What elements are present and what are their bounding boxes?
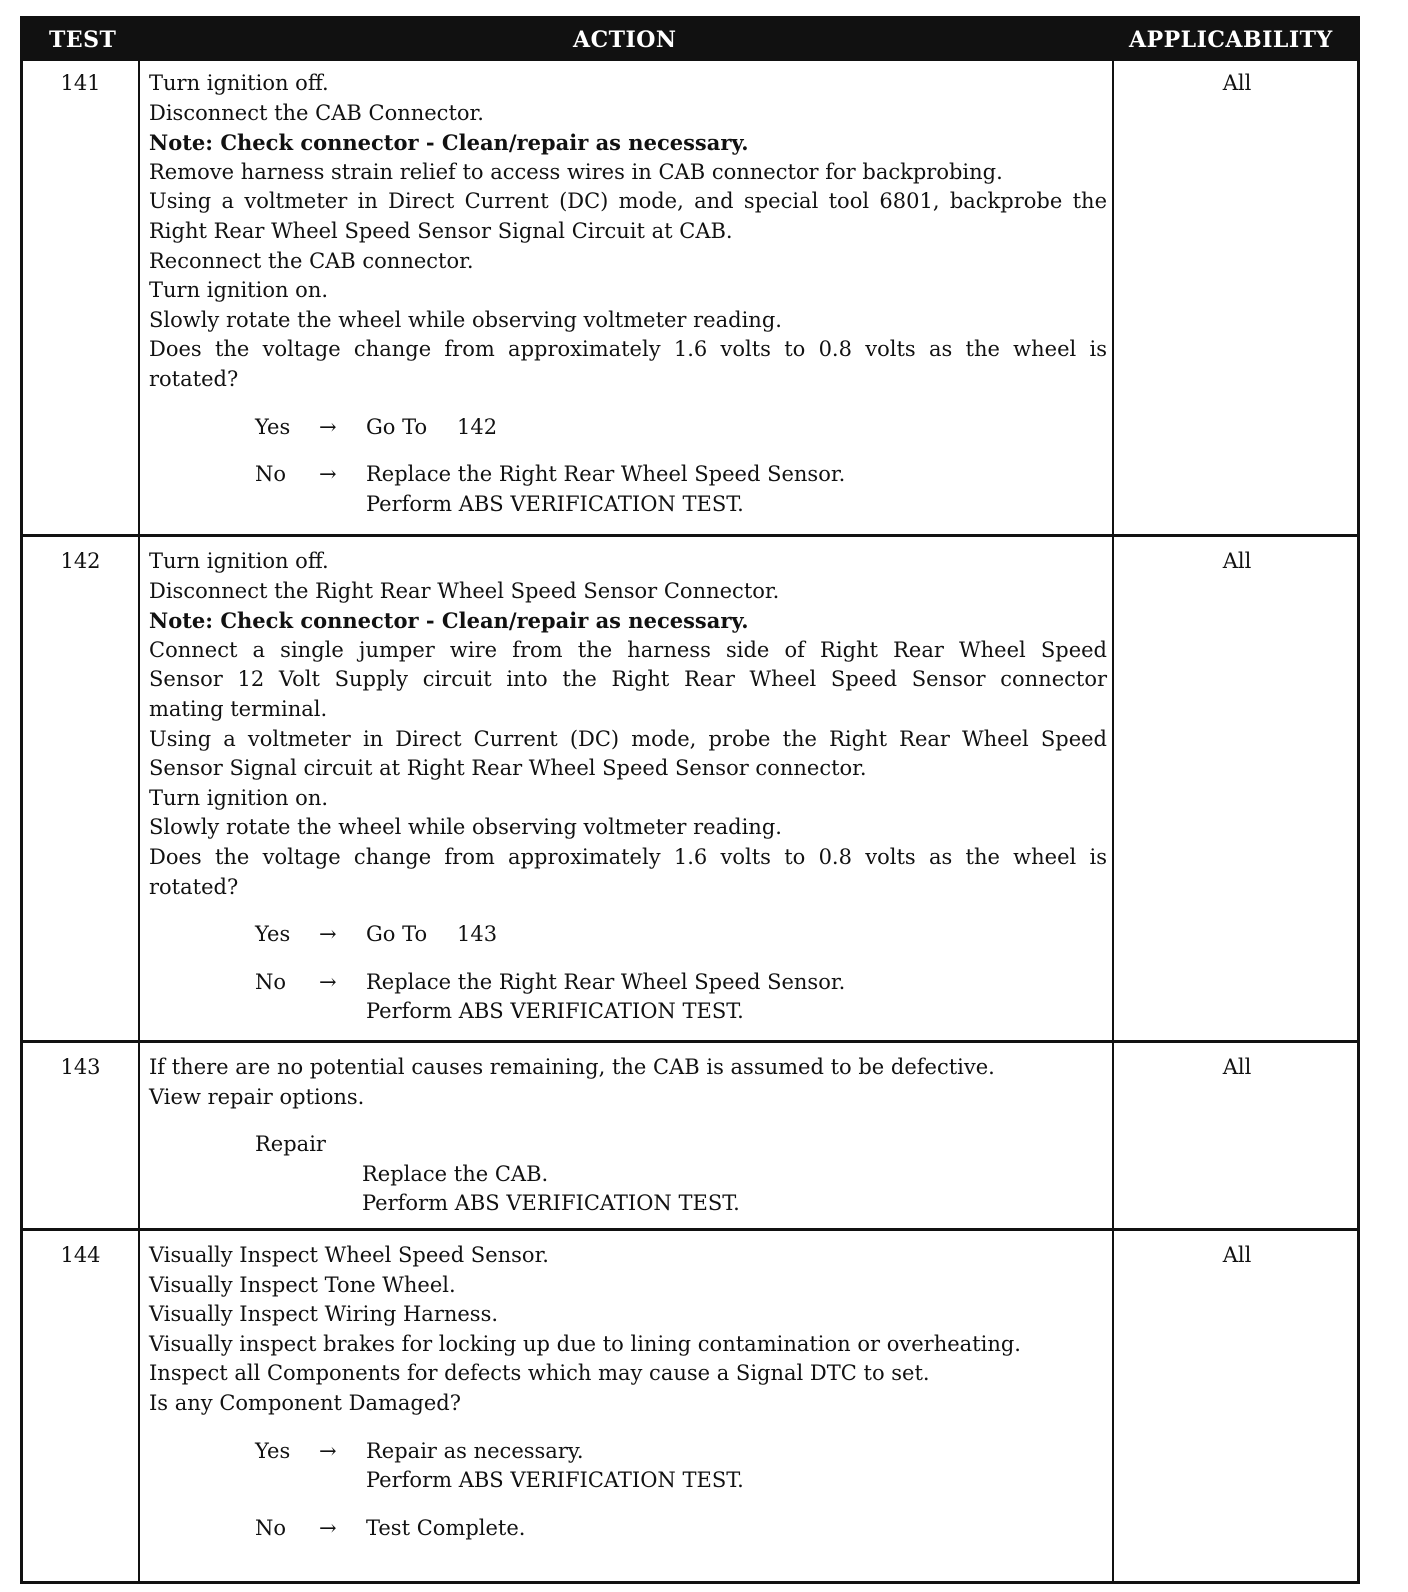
goto-target: 143 <box>457 922 498 947</box>
arrow-icon: → <box>319 969 337 994</box>
yes-result <box>149 1437 1107 1467</box>
yes-action: Perform ABS VERIFICATION TEST. <box>366 1468 744 1493</box>
action-text <box>149 547 1107 1027</box>
question-text: Does the voltage change from approximately 1.6 volts to 0.8 volts as the wheel is <box>149 844 1107 869</box>
no-action: Replace the Right Rear Wheel Speed Sensor. <box>366 969 846 994</box>
column-divider <box>138 19 140 1581</box>
header-action: ACTION <box>573 27 677 53</box>
yes-result <box>149 920 1107 950</box>
yes-result <box>149 413 1107 443</box>
goto-target: 142 <box>457 414 498 439</box>
row-divider <box>23 1228 1357 1231</box>
no-action: Replace the Right Rear Wheel Speed Sensor. <box>366 462 846 487</box>
column-divider <box>1112 19 1114 1581</box>
goto-label: Go To <box>366 414 428 439</box>
step-text: Visually Inspect Wiring Harness. <box>149 1302 499 1327</box>
step-text: If there are no potential causes remaining, the CAB is assumed to be defective. <box>149 1055 995 1079</box>
test-number: 143 <box>60 1055 101 1079</box>
step-text: Disconnect the CAB Connector. <box>149 100 484 125</box>
no-result <box>149 1514 1107 1544</box>
step-text: Slowly rotate the wheel while observing voltmeter reading. <box>149 307 782 332</box>
step-text: Sensor 12 Volt Supply circuit into the Right Rear Wheel Speed Sensor connector <box>149 667 1107 692</box>
procedure-table <box>20 16 1360 1584</box>
step-text: Using a voltmeter in Direct Current (DC) mode, and special tool 6801, backprobe the <box>149 189 1107 214</box>
step-text: Sensor Signal circuit at Right Rear Wheel Speed Sensor connector. <box>149 756 867 781</box>
action-text <box>149 1241 1107 1543</box>
note-text: Note: Check connector - Clean/repair as necessary. <box>149 608 749 634</box>
yes-label: Yes <box>255 414 291 439</box>
table-header <box>23 19 1357 61</box>
no-label: No <box>255 969 287 994</box>
header-applicability: APPLICABILITY <box>1129 27 1333 53</box>
test-number: 141 <box>60 71 101 95</box>
step-text: View repair options. <box>149 1084 365 1109</box>
yes-action: Repair as necessary. <box>366 1438 584 1463</box>
no-action: Test Complete. <box>366 1515 526 1540</box>
note-text: Note: Check connector - Clean/repair as necessary. <box>149 130 749 156</box>
step-text: mating terminal. <box>149 696 328 721</box>
no-action: Perform ABS VERIFICATION TEST. <box>366 999 744 1024</box>
step-text: Right Rear Wheel Speed Sensor Signal Circuit at CAB. <box>149 218 733 243</box>
step-text: Using a voltmeter in Direct Current (DC) mode, probe the Right Rear Wheel Speed <box>149 726 1107 751</box>
step-text: Turn ignition on. <box>149 785 329 810</box>
no-label: No <box>255 1515 287 1540</box>
row-divider <box>23 1040 1357 1043</box>
no-result <box>149 968 1107 998</box>
applicability: All <box>1222 549 1252 573</box>
repair-label: Repair <box>255 1132 326 1157</box>
no-result <box>149 460 1107 490</box>
no-action: Perform ABS VERIFICATION TEST. <box>366 491 744 516</box>
goto-label: Go To <box>366 922 428 947</box>
repair-step: Replace the CAB. <box>362 1161 549 1186</box>
yes-label: Yes <box>255 922 291 947</box>
header-test: TEST <box>49 27 117 53</box>
step-text: Reconnect the CAB connector. <box>149 248 474 273</box>
step-text: Slowly rotate the wheel while observing voltmeter reading. <box>149 815 782 840</box>
applicability: All <box>1222 71 1252 95</box>
arrow-icon: → <box>319 922 337 947</box>
step-text: Disconnect the Right Rear Wheel Speed Sensor Connector. <box>149 578 780 603</box>
arrow-icon: → <box>319 1438 337 1463</box>
step-text: Inspect all Components for defects which may cause a Signal DTC to set. <box>149 1361 930 1386</box>
test-number: 142 <box>60 549 101 573</box>
no-label: No <box>255 462 287 487</box>
step-text: Remove harness strain relief to access wires in CAB connector for backprobing. <box>149 159 1003 184</box>
arrow-icon: → <box>319 414 337 439</box>
test-number: 144 <box>60 1243 101 1267</box>
step-text: Visually inspect brakes for locking up due to lining contamination or overheating. <box>149 1331 1021 1356</box>
applicability: All <box>1222 1243 1252 1267</box>
step-text: Turn ignition off. <box>149 549 329 573</box>
question-text: Does the voltage change from approximately 1.6 volts to 0.8 volts as the wheel is <box>149 337 1107 362</box>
question-text: rotated? <box>149 874 239 899</box>
step-text: Turn ignition on. <box>149 278 329 303</box>
step-text: Turn ignition off. <box>149 71 329 95</box>
arrow-icon: → <box>319 462 337 487</box>
row-divider <box>23 534 1357 537</box>
action-text <box>149 1053 1107 1219</box>
action-text <box>149 69 1107 519</box>
applicability: All <box>1222 1055 1252 1079</box>
repair-step: Perform ABS VERIFICATION TEST. <box>362 1191 740 1216</box>
step-text: Connect a single jumper wire from the harness side of Right Rear Wheel Speed <box>149 637 1107 662</box>
arrow-icon: → <box>319 1515 337 1540</box>
step-text: Visually Inspect Wheel Speed Sensor. <box>149 1243 549 1267</box>
yes-label: Yes <box>255 1438 291 1463</box>
question-text: Is any Component Damaged? <box>149 1390 461 1415</box>
step-text: Visually Inspect Tone Wheel. <box>149 1272 456 1297</box>
question-text: rotated? <box>149 366 239 391</box>
